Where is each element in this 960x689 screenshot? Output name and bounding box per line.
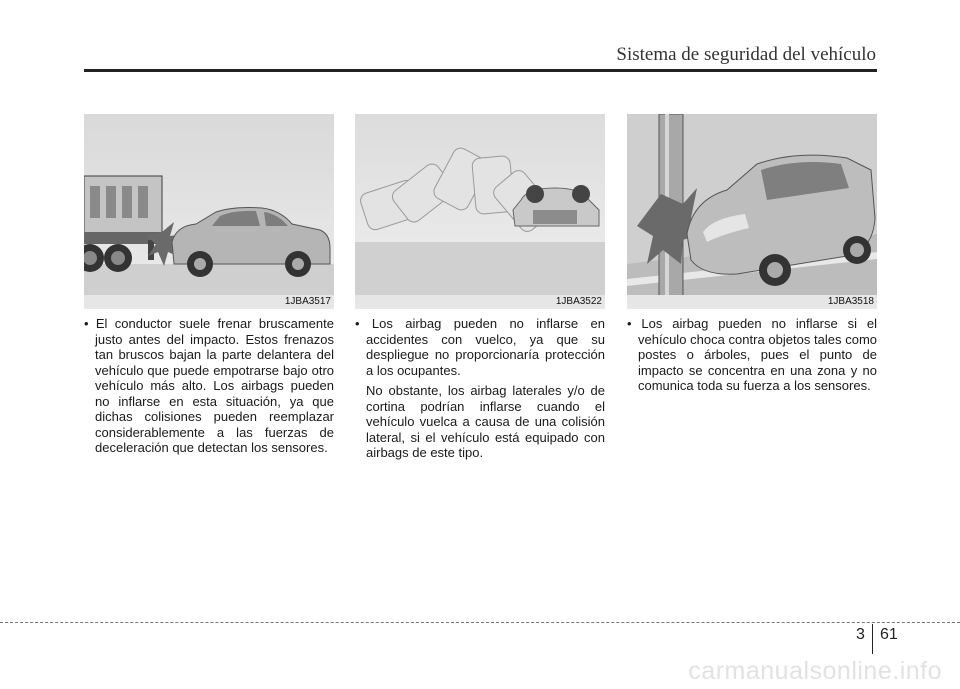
bullet-paragraph: • El conductor suele frenar bruscamente justo antes del impacto. Estos frenazos tan bruscos bajan la parte delantera del vehículo que puede empotrarse bajo otro vehículo más alto. Los airbags pueden no inflarse en esta situación, ya que dichas colisiones pueden reemplazar considerablemente a las fuerzas de deceleración que detectan los sensores.	[84, 316, 334, 455]
bullet-paragraph: • Los airbag pueden no inflarse si el vehículo choca contra objetos tales como postes o árboles, pues el punto de impacto se concentra en una zona y no comunica toda su fuerza a los sensores.	[627, 316, 877, 393]
section-number: 3	[856, 626, 865, 643]
figure-rollover-illustration	[355, 114, 605, 309]
bullet-text: Los airbag pueden no inflarse si el vehículo choca contra objetos tales como postes o árboles, pues el punto de impacto se concentra en una zona y no comunica toda su fuerza a los sensores.	[638, 316, 877, 393]
figure-underride-illustration	[84, 114, 334, 309]
figure-code: 1JBA3518	[827, 296, 874, 307]
bullet-paragraph: • Los airbag pueden no inflarse en accidentes con vuelco, ya que su despliegue no proporcionaría protección a los ocupantes.	[355, 316, 605, 378]
footer-rule	[0, 622, 960, 623]
header-rule	[84, 69, 877, 72]
bullet-text: El conductor suele frenar bruscamente justo antes del impacto. Estos frenazos tan bruscos bajan la parte delantera del vehículo que puede empotrarse bajo otro vehículo más alto. Los airbags pueden no inflarse en esta situación, ya que dichas colisiones pueden reemplazar considerablemente a las fuerzas de deceleración que detectan los sensores.	[95, 316, 334, 455]
page-number: 61	[880, 626, 898, 643]
bullet-text: Los airbag pueden no inflarse en accidentes con vuelco, ya que su despliegue no proporcionaría protección a los ocupantes.	[366, 316, 605, 378]
figure-pole-impact-illustration	[627, 114, 877, 309]
text-column-3	[627, 316, 877, 399]
continuation-paragraph: No obstante, los airbag laterales y/o de cortina podrían inflarse cuando el vehículo vuelca a causa de una colisión lateral, si el vehículo está equipado con airbags de este tipo.	[366, 383, 605, 460]
page-number-separator	[872, 624, 873, 654]
watermark: carmanualsonline.info	[688, 657, 942, 685]
section-title: Sistema de seguridad del vehículo	[616, 44, 876, 65]
text-column-2	[355, 316, 605, 461]
text-column-1	[84, 316, 334, 461]
figure-code: 1JBA3522	[555, 296, 602, 307]
figure-code: 1JBA3517	[284, 296, 331, 307]
